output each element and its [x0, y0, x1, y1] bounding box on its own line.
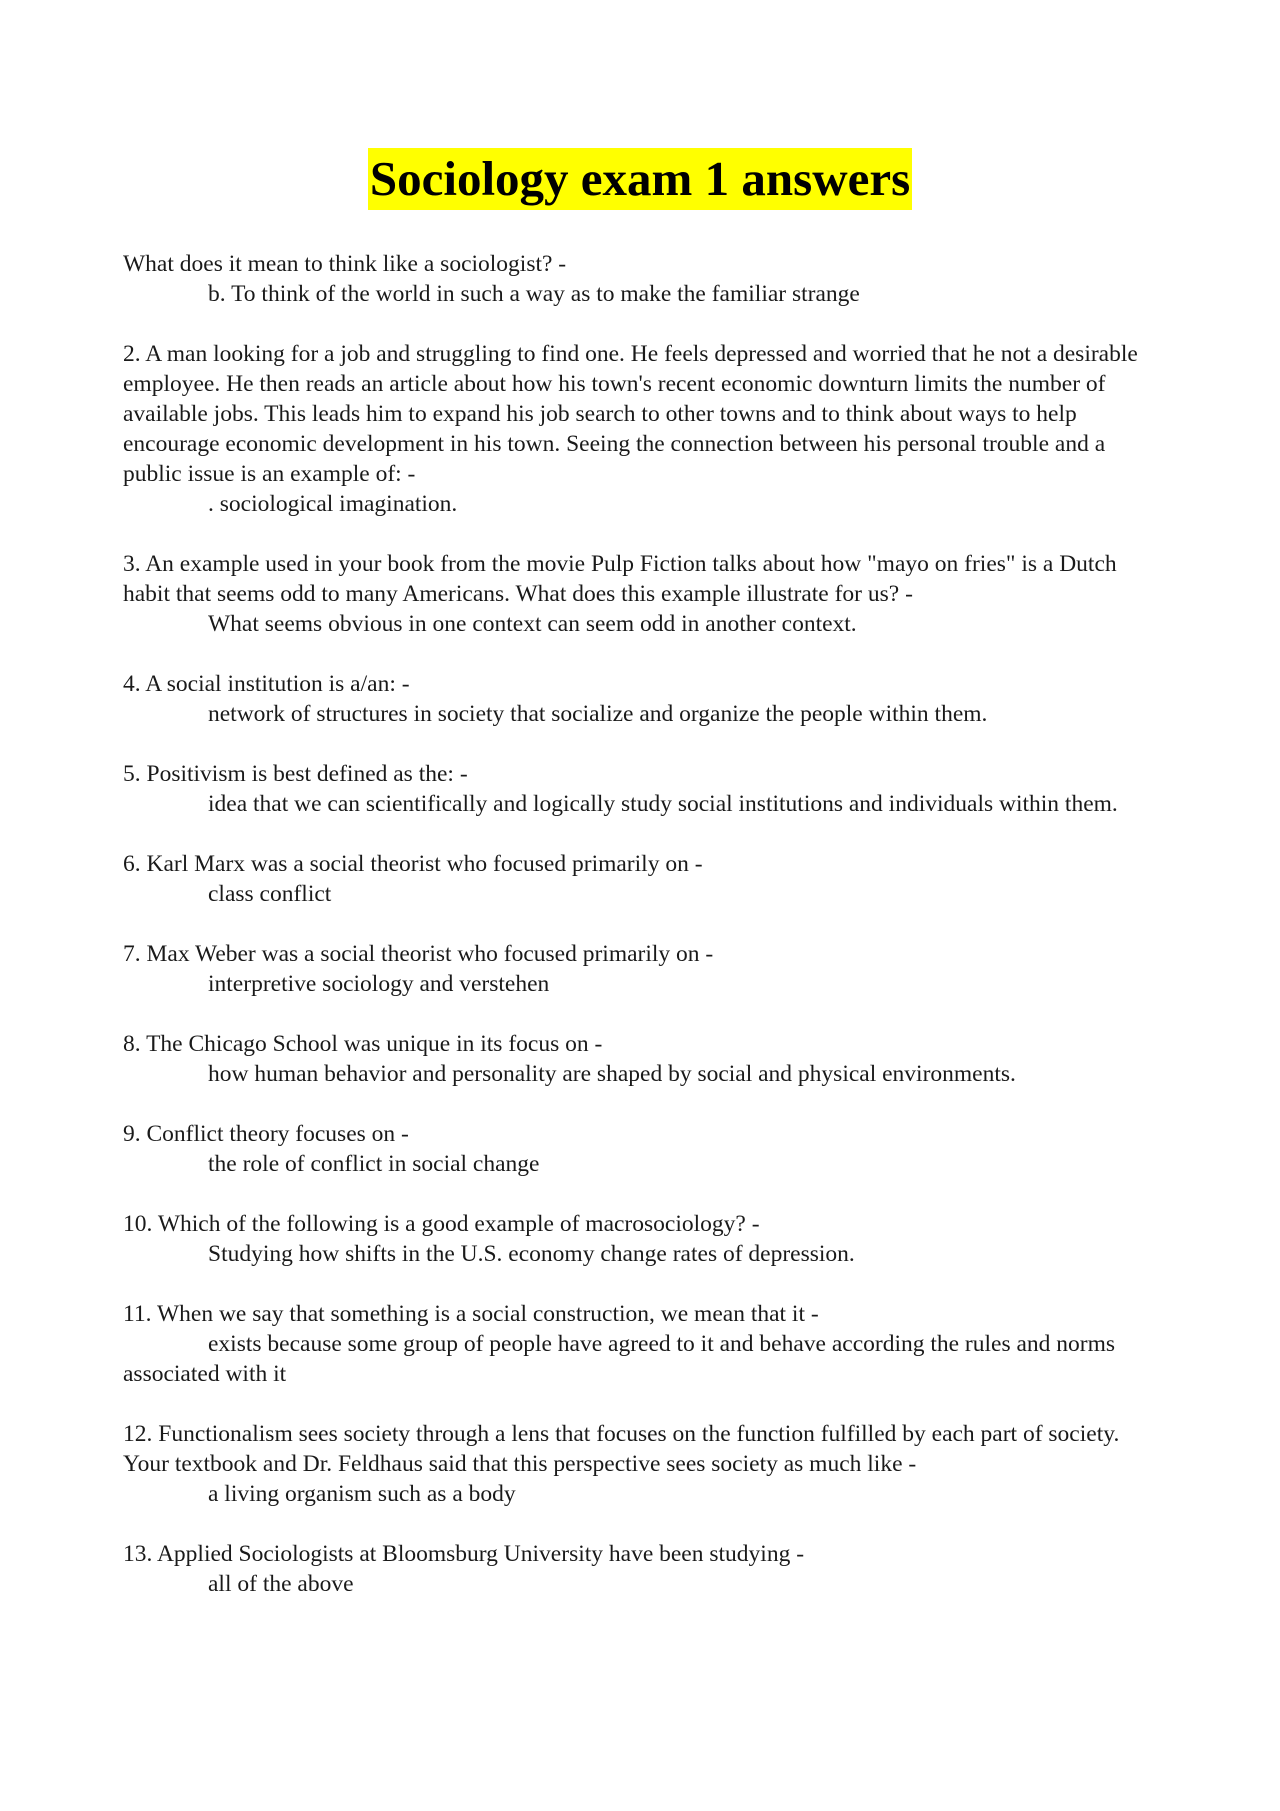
answer-text: b. To think of the world in such a way as to make the familiar strange [208, 281, 860, 307]
question-text: 12. Functionalism sees society through a lens that focuses on the function fulfilled by each part of society. Your textbook and Dr. Feldhaus said that this perspective sees society as much like - [123, 1421, 1120, 1477]
question-text: 4. A social institution is a/an: - [123, 671, 410, 697]
question-text: 8. The Chicago School was unique in its focus on - [123, 1031, 603, 1057]
question-text: 10. Which of the following is a good example of macrosociology? - [123, 1211, 760, 1237]
qa-item [123, 1029, 1163, 1089]
qa-item [123, 249, 1163, 309]
qa-item [123, 339, 1163, 519]
qa-item [123, 549, 1163, 639]
answer-text: exists because some group of people have agreed to it and behave according the rules and norms associated with it [123, 1331, 1116, 1387]
answer-text: network of structures in society that socialize and organize the people within them. [208, 701, 988, 727]
answer-text: Studying how shifts in the U.S. economy change rates of depression. [208, 1241, 855, 1267]
question-text: 11. When we say that something is a social construction, we mean that it - [123, 1301, 819, 1327]
answer-text: class conflict [208, 881, 332, 907]
answer-text: all of the above [208, 1571, 354, 1597]
qa-item [123, 1419, 1163, 1509]
page-title: Sociology exam 1 answers [368, 148, 912, 210]
qa-item [123, 759, 1163, 819]
answer-text: . sociological imagination. [208, 491, 458, 517]
answer-text: how human behavior and personality are shaped by social and physical environments. [208, 1061, 1016, 1087]
answer-text: What seems obvious in one context can seem odd in another context. [208, 611, 857, 637]
answer-text: idea that we can scientifically and logically study social institutions and individuals within them. [208, 791, 1118, 817]
answer-text: the role of conflict in social change [208, 1151, 540, 1177]
answer-text: a living organism such as a body [208, 1481, 516, 1507]
answer-text: interpretive sociology and verstehen [208, 971, 550, 997]
qa-item [123, 849, 1163, 909]
qa-item [123, 1299, 1163, 1389]
question-text: 2. A man looking for a job and struggling to find one. He feels depressed and worried that he not a desirable employee. He then reads an article about how his town's recent economic downturn limits the number of available jobs. This leads him to expand his job search to other towns and to think about ways to help encourage economic development in his town. Seeing the connection between his personal trouble and a public issue is an example of: - [123, 341, 1138, 487]
qa-item [123, 1119, 1163, 1179]
question-text: 6. Karl Marx was a social theorist who focused primarily on - [123, 851, 703, 877]
qa-item [123, 939, 1163, 999]
qa-item [123, 669, 1163, 729]
title-wrap [0, 148, 1280, 210]
question-text: 5. Positivism is best defined as the: - [123, 761, 468, 787]
question-text: 9. Conflict theory focuses on - [123, 1121, 409, 1147]
qa-item [123, 1539, 1163, 1599]
question-text: 3. An example used in your book from the movie Pulp Fiction talks about how "mayo on fries" is a Dutch habit that seems odd to many Americans. What does this example illustrate for us? - [123, 551, 1117, 607]
qa-item [123, 1209, 1163, 1269]
qa-list [123, 249, 1163, 1629]
question-text: 13. Applied Sociologists at Bloomsburg University have been studying - [123, 1541, 805, 1567]
question-text: 7. Max Weber was a social theorist who focused primarily on - [123, 941, 714, 967]
question-text: What does it mean to think like a sociologist? - [123, 251, 567, 277]
